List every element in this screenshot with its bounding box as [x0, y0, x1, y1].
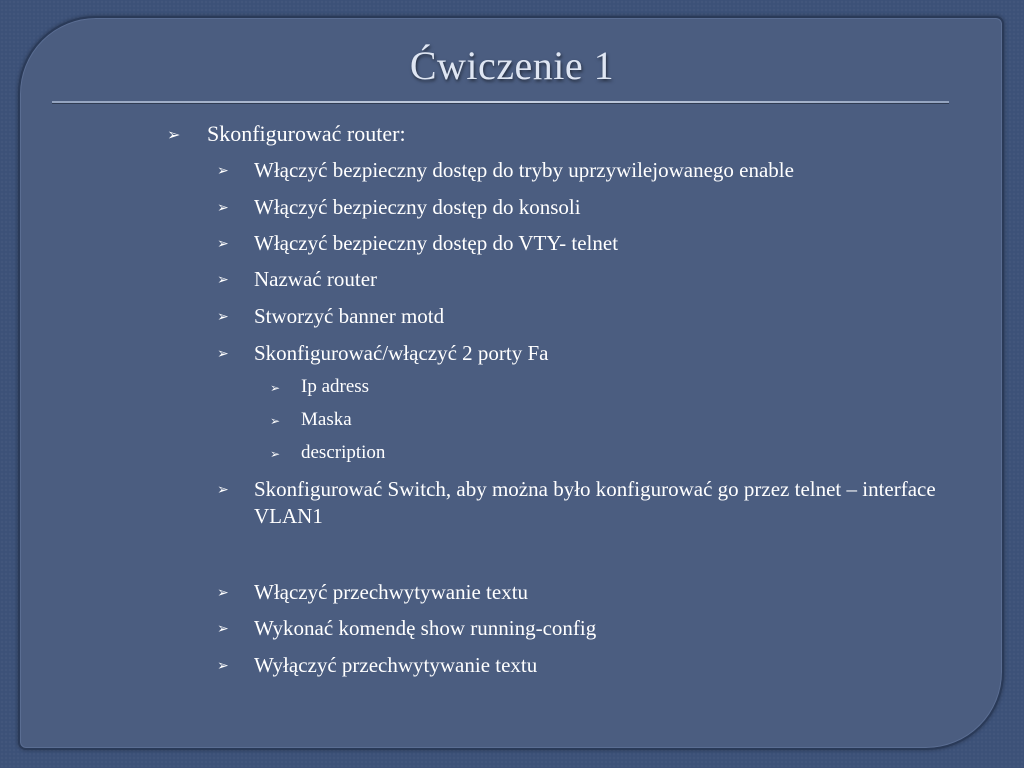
- list-item-text: Wykonać komendę show running-config: [254, 616, 597, 640]
- arrow-bullet-icon: ➢: [217, 272, 229, 288]
- list-item-text: description: [301, 442, 386, 463]
- slide-title: Ćwiczenie 1: [409, 43, 615, 88]
- list-item-text: Włączyć bezpieczny dostęp do tryby uprzywilejowanego enable: [254, 158, 794, 182]
- arrow-bullet-icon: ➢: [217, 482, 229, 498]
- list-item-text: Włączyć bezpieczny dostęp do konsoli: [254, 195, 581, 219]
- arrow-bullet-icon: ➢: [217, 309, 229, 325]
- arrow-bullet-icon: ➢: [217, 236, 229, 252]
- list-item-text: Wyłączyć przechwytywanie textu: [254, 653, 538, 677]
- arrow-bullet-icon: ➢: [217, 621, 229, 637]
- arrow-bullet-icon: ➢: [217, 163, 229, 179]
- list-item-text: Włączyć bezpieczny dostęp do VTY- telnet: [254, 231, 619, 255]
- arrow-bullet-icon: ➢: [217, 658, 229, 674]
- list-item-text: Skonfigurować Switch, aby można było konfigurować go przez telnet – interface VLAN1: [254, 477, 936, 528]
- arrow-bullet-icon: ➢: [270, 414, 281, 428]
- list-item-text: Maska: [301, 409, 352, 430]
- arrow-bullet-icon: ➢: [217, 346, 229, 362]
- arrow-bullet-icon: ➢: [270, 381, 281, 395]
- list-item-text: Ip adress: [301, 376, 370, 397]
- arrow-bullet-icon: ➢: [167, 125, 181, 144]
- list-item-text: Nazwać router: [254, 267, 378, 291]
- arrow-bullet-icon: ➢: [270, 447, 281, 461]
- list-item-text: Stworzyć banner motd: [254, 304, 445, 328]
- list-item-text: Skonfigurować/włączyć 2 porty Fa: [254, 341, 549, 365]
- arrow-bullet-icon: ➢: [217, 200, 229, 216]
- list-item-text: Skonfigurować router:: [207, 121, 406, 146]
- arrow-bullet-icon: ➢: [217, 585, 229, 601]
- list-item-text: Włączyć przechwytywanie textu: [254, 580, 529, 604]
